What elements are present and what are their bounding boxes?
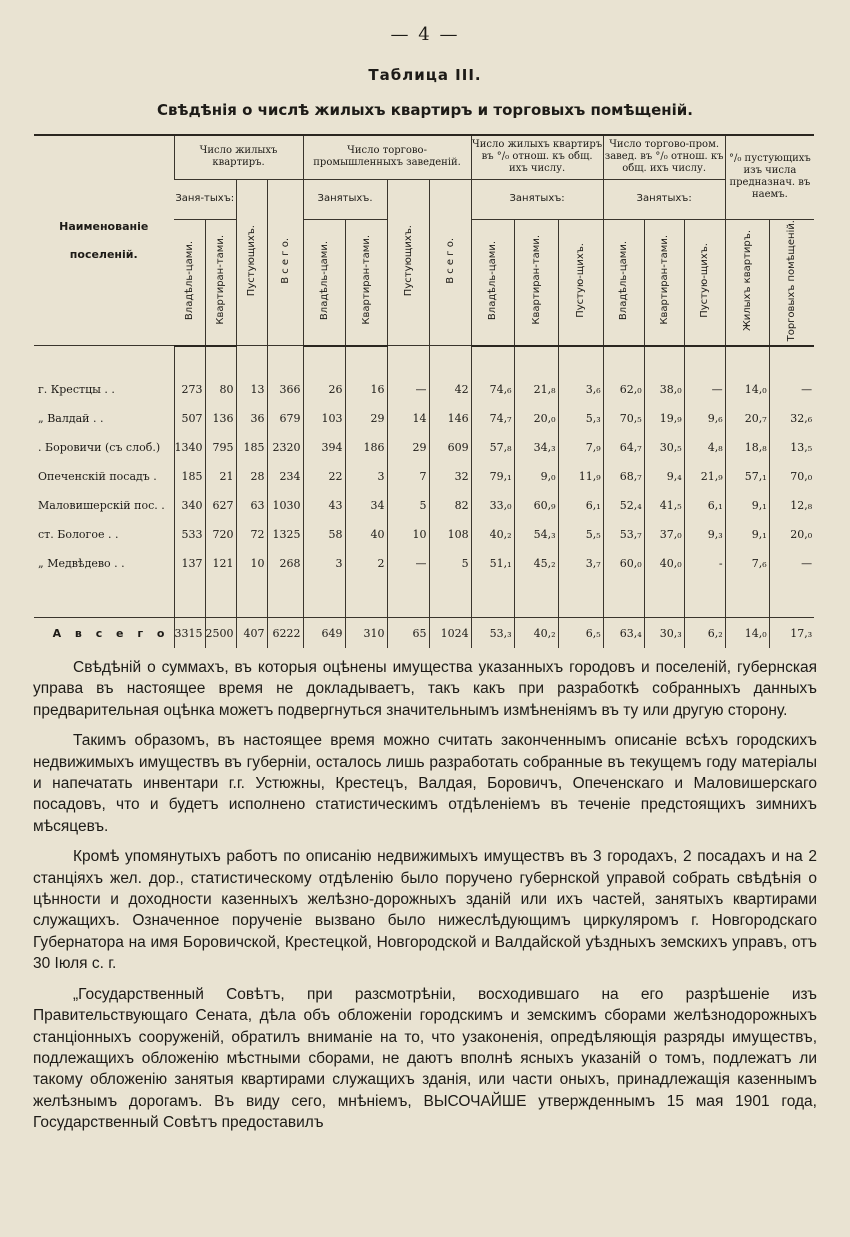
table-cell: 45,₂ [514, 549, 558, 578]
header-tenants-3 [514, 219, 558, 346]
total-cell: 2500 [205, 618, 236, 648]
table-cell: 185 [236, 433, 267, 462]
table-row [34, 520, 814, 549]
table-cell: 34,₃ [514, 433, 558, 462]
table-cell: 20,₇ [725, 404, 769, 433]
table-cell: 42 [429, 375, 471, 404]
paragraph: Свѣдѣній о суммахъ, въ которыя оцѣнены имущества указанныхъ городовъ и поселеній, губернская управа въ настоящее время не докладываетъ, такъ какъ при разработкѣ собранныхъ данныхъ предварительная оцѣнка можетъ подвергнуться значительнымъ измѣненіямъ въ ту или другую сторону. [33, 659, 817, 719]
table-cell: 1325 [267, 520, 303, 549]
table-cell: 273 [174, 375, 205, 404]
total-cell: 30,₃ [644, 618, 684, 648]
total-cell: 6222 [267, 618, 303, 648]
spacer-cell [345, 346, 387, 375]
total-row [34, 618, 814, 648]
table-cell: 185 [174, 462, 205, 491]
total-cell: 649 [303, 618, 345, 648]
table-cell: 52,₄ [603, 491, 644, 520]
table-spacer-row [34, 578, 814, 618]
header-owners-4-text: Владѣль-цами. [618, 240, 630, 320]
header-total-trade-text: В с е г о. [444, 237, 456, 284]
table-cell: 720 [205, 520, 236, 549]
table-cell: 36 [236, 404, 267, 433]
table-cell: 29 [345, 404, 387, 433]
header-occupied-dwellings: Заня-тыхъ: [174, 179, 236, 219]
header-owners-4 [603, 219, 644, 346]
table-cell: 9,₀ [514, 462, 558, 491]
spacer-cell [236, 578, 267, 618]
table-cell: 7,₉ [558, 433, 603, 462]
table-title: Свѣдѣнія о числѣ жилыхъ квартиръ и торговыхъ помѣщеній. [157, 101, 693, 119]
table-cell: 19,₉ [644, 404, 684, 433]
header-tenants-2 [345, 219, 387, 346]
header-vacant-4-text: Пустую-щихъ. [699, 242, 711, 318]
header-dwellings-group: Число жилыхъ квартиръ. [174, 135, 303, 179]
table-cell: 137 [174, 549, 205, 578]
table-cell: 9,₆ [684, 404, 725, 433]
header-pct-trade-group: Число торгово-пром. завед. въ °/₀ отнош. къ общ. ихъ числу. [603, 135, 725, 179]
table-cell: 12,₈ [769, 491, 814, 520]
table-cell: 57,₈ [471, 433, 514, 462]
header-vacant-4 [684, 219, 725, 346]
header-tenants-4 [644, 219, 684, 346]
table-cell: 609 [429, 433, 471, 462]
settlement-name: „ Валдай . . [38, 411, 104, 425]
table-cell: 53,₇ [603, 520, 644, 549]
table-cell: 32 [429, 462, 471, 491]
table-cell: 60,₉ [514, 491, 558, 520]
spacer-cell [514, 346, 558, 375]
spacer-cell [387, 346, 429, 375]
table-cell: 6,₁ [684, 491, 725, 520]
table-cell: 2 [345, 549, 387, 578]
table-cell: 38,₀ [644, 375, 684, 404]
table-cell: 3,₆ [558, 375, 603, 404]
table-cell: 37,₀ [644, 520, 684, 549]
table-cell: 5,₃ [558, 404, 603, 433]
table-cell: 41,₅ [644, 491, 684, 520]
table-row [34, 462, 814, 491]
table-row [34, 491, 814, 520]
table-cell: 74,₆ [471, 375, 514, 404]
spacer-cell [303, 578, 345, 618]
spacer-cell [267, 578, 303, 618]
table-cell: 136 [205, 404, 236, 433]
table-cell: 795 [205, 433, 236, 462]
table-cell: 1340 [174, 433, 205, 462]
table-cell: 79,₁ [471, 462, 514, 491]
settlement-name: ст. Бологое . . [38, 527, 119, 541]
total-cell: 3315 [174, 618, 205, 648]
spacer-cell [558, 578, 603, 618]
header-settlement-name [34, 135, 174, 346]
table-cell: 60,₀ [603, 549, 644, 578]
header-trade-pct-text: Торговыхъ помѣщеній. [786, 219, 798, 341]
spacer-cell [725, 346, 769, 375]
table-cell: 29 [387, 433, 429, 462]
table-cell: 82 [429, 491, 471, 520]
table-cell: 146 [429, 404, 471, 433]
total-cell: 63,₄ [603, 618, 644, 648]
spacer-cell [644, 346, 684, 375]
table-cell: — [387, 375, 429, 404]
table-cell: 627 [205, 491, 236, 520]
table-cell: 14 [387, 404, 429, 433]
spacer-cell [644, 578, 684, 618]
spacer-cell [558, 346, 603, 375]
table-cell: 21,₉ [684, 462, 725, 491]
table-cell: 9,₄ [644, 462, 684, 491]
table-cell: 11,₉ [558, 462, 603, 491]
table-cell: 20,₀ [514, 404, 558, 433]
header-total-dwellings-text: В с е г о. [279, 237, 291, 284]
spacer-cell [174, 578, 205, 618]
header-tenants-3-text: Квартиран-тами. [530, 235, 542, 325]
table-cell: 18,₈ [725, 433, 769, 462]
header-total-dwellings [267, 179, 303, 346]
table-cell: 186 [345, 433, 387, 462]
table-cell: 57,₁ [725, 462, 769, 491]
table-cell: 43 [303, 491, 345, 520]
total-cell: 40,₂ [514, 618, 558, 648]
paragraph: Кромѣ упомянутыхъ работъ по описанію недвижимыхъ имуществъ въ 3 городахъ, 2 посадахъ и на 2 станціяхъ жел. дор., статистическому отдѣленію было поручено губернской управой собрать свѣдѣнія о цѣнности и доходности казенныхъ желѣзно-дорожныхъ зданій или ихъ частей, занятыхъ квартирами служащихъ. Означенное порученіе вызвано было нижеслѣдующимъ циркуляромъ г. Новгородскаго Губернатора на имя Боровичской, Крестецкой, Новгородской и Валдайской уѣздныхъ земскихъ управъ, отъ 30 Іюля с. г. [33, 848, 817, 973]
header-tenants-4-text: Квартиран-тами. [658, 235, 670, 325]
table-cell: 679 [267, 404, 303, 433]
table-cell: 54,₃ [514, 520, 558, 549]
header-vacant-3-text: Пустую-щихъ. [575, 242, 587, 318]
table-cell: 14,₀ [725, 375, 769, 404]
statistics-table [34, 134, 814, 642]
table-cell: 30,₅ [644, 433, 684, 462]
table-cell: — [387, 549, 429, 578]
table-row [34, 433, 814, 462]
table-cell: 3 [303, 549, 345, 578]
table-cell: 26 [303, 375, 345, 404]
table-cell: 22 [303, 462, 345, 491]
table-row [34, 549, 814, 578]
table-cell: 507 [174, 404, 205, 433]
total-cell: 6,₅ [558, 618, 603, 648]
table-cell: 366 [267, 375, 303, 404]
spacer-cell [205, 346, 236, 375]
header-dwellings-pct [725, 219, 769, 346]
table-cell: 74,₇ [471, 404, 514, 433]
total-label: А в с е г о [34, 618, 174, 648]
spacer-cell [429, 346, 471, 375]
table-cell: 13,₅ [769, 433, 814, 462]
table-row [34, 375, 814, 404]
spacer-cell [303, 346, 345, 375]
header-owners-1 [174, 219, 205, 346]
total-cell: 6,₂ [684, 618, 725, 648]
spacer-cell [725, 578, 769, 618]
settlement-name: Опеченскій посадъ . [38, 469, 157, 483]
settlement-name: „ Медвѣдево . . [38, 556, 125, 570]
header-total-trade [429, 179, 471, 346]
table-cell: 40,₂ [471, 520, 514, 549]
table-cell: 5 [387, 491, 429, 520]
table-cell: 9,₁ [725, 491, 769, 520]
page-number: — 4 — [390, 24, 460, 45]
spacer-cell [603, 578, 644, 618]
table-cell: — [684, 375, 725, 404]
total-cell: 1024 [429, 618, 471, 648]
header-tenants-1-text: Квартиран-тами. [215, 235, 226, 325]
table-cell: 3 [345, 462, 387, 491]
table-cell: 103 [303, 404, 345, 433]
table-cell: 51,₁ [471, 549, 514, 578]
table-cell: 34 [345, 491, 387, 520]
table-label: Таблица III. [368, 66, 482, 84]
total-cell: 14,₀ [725, 618, 769, 648]
spacer-cell [34, 578, 174, 618]
table-cell: 9,₁ [725, 520, 769, 549]
total-cell: 65 [387, 618, 429, 648]
table-cell: 33,₀ [471, 491, 514, 520]
header-owners-3-text: Владѣль-цами. [487, 240, 499, 320]
header-tenants-1 [205, 219, 236, 346]
table-cell: — [769, 549, 814, 578]
table-cell: 64,₇ [603, 433, 644, 462]
spacer-cell [345, 578, 387, 618]
table-cell: 5 [429, 549, 471, 578]
header-tenants-2-text: Квартиран-тами. [360, 235, 372, 325]
table-cell: 2320 [267, 433, 303, 462]
table-cell: 70,₅ [603, 404, 644, 433]
spacer-cell [267, 346, 303, 375]
header-trade-pct [769, 219, 814, 346]
spacer-cell [471, 346, 514, 375]
table-cell: 40 [345, 520, 387, 549]
table-cell: 4,₈ [684, 433, 725, 462]
header-owners-3 [471, 219, 514, 346]
table-cell: 121 [205, 549, 236, 578]
table-row [34, 404, 814, 433]
table-cell: 3,₇ [558, 549, 603, 578]
table-cell: 108 [429, 520, 471, 549]
table-cell: 394 [303, 433, 345, 462]
spacer-cell [174, 346, 205, 375]
table-cell: 10 [387, 520, 429, 549]
table-cell: 9,₃ [684, 520, 725, 549]
table-cell: — [769, 375, 814, 404]
spacer-cell [205, 578, 236, 618]
paragraph: „Государственный Совѣтъ, при разсмотрѣніи, восходившаго на его разрѣшеніе изъ Правительствующаго Сената, дѣла объ обложеніи городскимъ и земскимъ сборами желѣзнодорожныхъ станціонныхъ сооруженій, обратилъ вниманіе на то, что узаконенія, опредѣляющія разряды имуществъ, подлежащихъ обложенію мѣстными сборами, не даютъ вполнѣ ясныхъ указаній о томъ, подлежатъ ли такому обложенію занятыя квартирами служащихъ зданія, или части оныхъ, принадлежащія казеннымъ желѣзнымъ дорогамъ. Въ виду сего, мнѣніемъ, ВЫСОЧАЙШЕ утвержденнымъ 15 мая 1901 года, Государственный Совѣтъ предоставилъ [33, 985, 817, 1132]
spacer-cell [603, 346, 644, 375]
table-cell: 80 [205, 375, 236, 404]
header-trade-group: Число торгово-промышленныхъ заведеній. [303, 135, 471, 179]
header-dwellings-pct-text: Жилыхъ квартиръ. [741, 229, 753, 331]
table-cell: 7 [387, 462, 429, 491]
table-cell: 16 [345, 375, 387, 404]
table-cell: 1030 [267, 491, 303, 520]
settlement-name: . Боровичи (съ слоб.) [38, 440, 161, 454]
table-cell: 340 [174, 491, 205, 520]
table-cell: 6,₁ [558, 491, 603, 520]
table-cell: 20,₀ [769, 520, 814, 549]
table-cell: 68,₇ [603, 462, 644, 491]
table-cell: 10 [236, 549, 267, 578]
spacer-cell [236, 346, 267, 375]
table-cell: 13 [236, 375, 267, 404]
spacer-cell [684, 578, 725, 618]
table-cell: 268 [267, 549, 303, 578]
table-cell: 21 [205, 462, 236, 491]
header-pct-dwellings-group: Число жилыхъ квартиръ въ °/₀ отнош. къ общ. ихъ числу. [471, 135, 603, 179]
header-occupied-pct-dwellings: Занятыхъ: [471, 179, 603, 219]
header-vacant-trade-text: Пустующихъ. [402, 224, 414, 297]
table-cell: 28 [236, 462, 267, 491]
table-cell: 58 [303, 520, 345, 549]
total-cell: 310 [345, 618, 387, 648]
table-cell: 62,₀ [603, 375, 644, 404]
spacer-cell [684, 346, 725, 375]
table-cell: 72 [236, 520, 267, 549]
header-occupied-trade: Занятыхъ. [303, 179, 387, 219]
spacer-cell [514, 578, 558, 618]
table-cell: 5,₅ [558, 520, 603, 549]
body-text [33, 657, 817, 1143]
spacer-cell [769, 578, 814, 618]
total-cell: 53,₃ [471, 618, 514, 648]
spacer-cell [471, 578, 514, 618]
header-vacant-trade [387, 179, 429, 346]
table-cell: 70,₀ [769, 462, 814, 491]
spacer-cell [387, 578, 429, 618]
settlement-name: Маловишерскій пос. . [38, 498, 165, 512]
header-name-line2: поселеній. [69, 247, 138, 261]
settlement-name: г. Крестцы . . [38, 382, 115, 396]
header-name-line1: Наименованіе [59, 219, 149, 233]
table-cell: 63 [236, 491, 267, 520]
table-cell: 40,₀ [644, 549, 684, 578]
header-occupied-pct-trade: Занятыхъ: [603, 179, 725, 219]
paragraph: Такимъ образомъ, въ настоящее время можно считать законченнымъ описаніе всѣхъ городскихъ недвижимыхъ имуществъ въ губерніи, осталось лишь разработать собранные въ текущемъ году матеріалы и напечатать инвентари г.г. Устюжны, Крестецъ, Валдая, Боровичъ, Опеченскаго и Маловишерскаго посадовъ, что и будетъ исполнено статистическимъ отдѣленіемъ въ теченіе предстоящихъ зимнихъ мѣсяцевъ. [33, 732, 817, 835]
header-vacant-dwellings [236, 179, 267, 346]
header-vacant-pct-group: °/₀ пустующихъ изъ числа предназнач. въ наемъ. [725, 135, 814, 219]
table-cell: 7,₆ [725, 549, 769, 578]
total-cell: 17,₃ [769, 618, 814, 648]
header-owners-1-text: Владѣль-цами. [183, 240, 195, 320]
table-spacer-row [34, 346, 814, 375]
table-body [34, 346, 814, 648]
table-cell: 533 [174, 520, 205, 549]
spacer-cell [429, 578, 471, 618]
header-vacant-dwellings-text: Пустующихъ. [246, 224, 257, 297]
header-owners-2 [303, 219, 345, 346]
header-vacant-3 [558, 219, 603, 346]
table-cell: 21,₈ [514, 375, 558, 404]
table-cell: 32,₆ [769, 404, 814, 433]
spacer-cell [769, 346, 814, 375]
table-cell: 234 [267, 462, 303, 491]
header-owners-2-text: Владѣль-цами. [318, 240, 330, 320]
table-cell: - [684, 549, 725, 578]
total-cell: 407 [236, 618, 267, 648]
spacer-cell [34, 346, 174, 375]
